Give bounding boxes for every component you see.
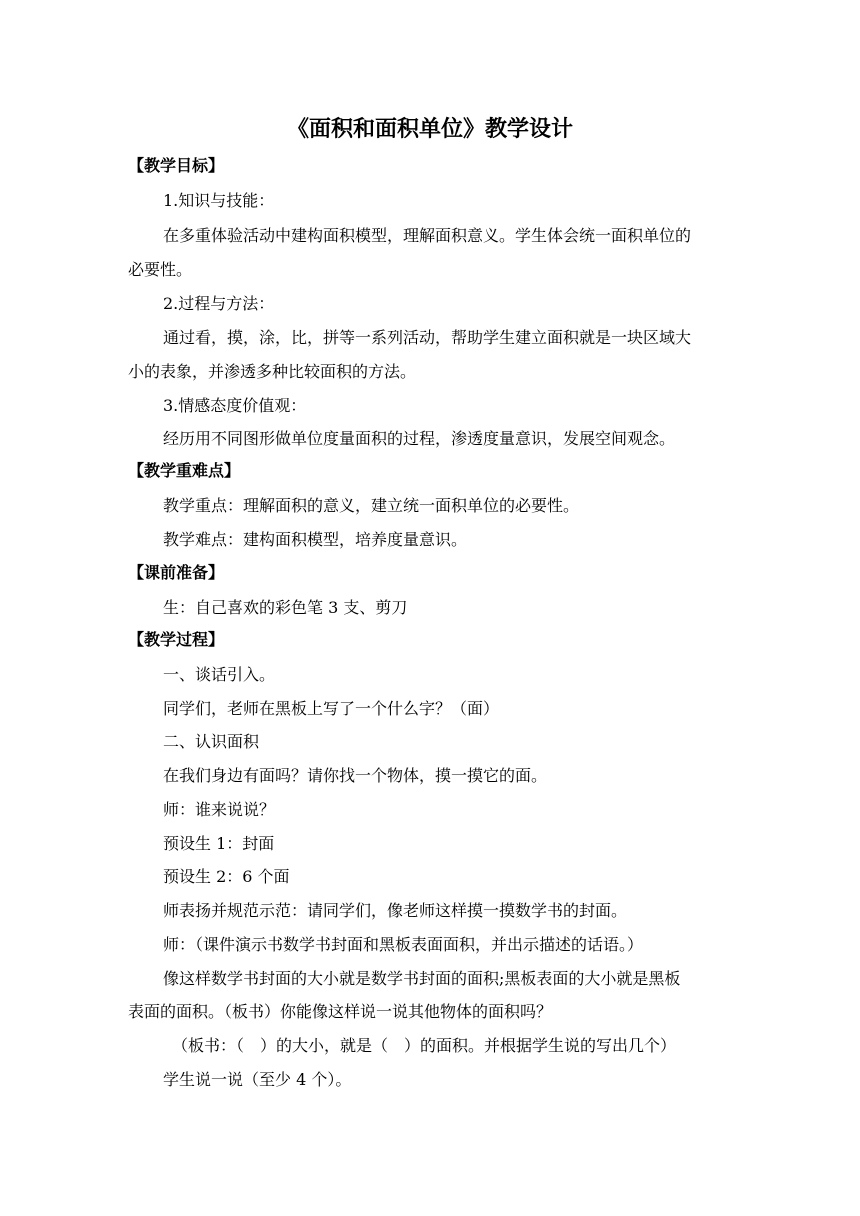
goal-3-label: 3.情感态度价值观：	[163, 396, 307, 415]
goal-2-label: 2.过程与方法：	[163, 294, 275, 313]
goal-1-text-line-1: 在多重体验活动中建构面积模型，理解面积意义。学生体会统一面积单位的	[163, 226, 692, 245]
process-line: 在我们身边有面吗？请你找一个物体，摸一摸它的面。	[163, 766, 548, 785]
process-line: 预设生 1：封面	[163, 834, 275, 853]
goal-2-text-line-1: 通过看，摸，涂，比，拼等一系列活动，帮助学生建立面积就是一块区域大	[163, 328, 692, 347]
process-line: 表面的面积。（板书）你能像这样说一说其他物体的面积吗？	[128, 1002, 553, 1021]
goal-1-label: 1.知识与技能：	[163, 191, 275, 210]
process-line: 二、认识面积	[163, 732, 260, 751]
section-heading-goals: 【教学目标】	[128, 156, 225, 175]
section-heading-preparation: 【课前准备】	[128, 563, 225, 582]
document-title: 《面积和面积单位》教学设计	[286, 117, 573, 142]
goal-3-text: 经历用不同图形做单位度量面积的过程，渗透度量意识，发展空间观念。	[163, 429, 676, 448]
process-line: 师：（课件演示书数学书封面和黑板表面面积，并出示描述的话语。）	[163, 935, 644, 954]
key-focus: 教学重点：理解面积的意义，建立统一面积单位的必要性。	[163, 496, 580, 515]
key-difficulty: 教学难点：建构面积模型，培养度量意识。	[163, 530, 468, 549]
process-line: 师表扬并规范示范：请同学们，像老师这样摸一摸数学书的封面。	[163, 901, 628, 920]
process-line: 预设生 2：6 个面	[163, 867, 290, 886]
process-line: 一、谈话引入。	[163, 665, 276, 684]
process-line: 同学们，老师在黑板上写了一个什么字？（面）	[163, 699, 500, 718]
goal-2-text-line-2: 小的表象，并渗透多种比较面积的方法。	[128, 362, 417, 381]
process-line: 学生说一说（至少 4 个）。	[163, 1070, 352, 1089]
preparation-text: 生：自己喜欢的彩色笔 3 支、剪刀	[163, 598, 408, 617]
goal-1-text-line-2: 必要性。	[128, 260, 193, 279]
section-heading-key-points: 【教学重难点】	[128, 461, 241, 480]
process-line: 像这样数学书封面的大小就是数学书封面的面积;黑板表面的大小就是黑板	[163, 969, 681, 988]
section-heading-process: 【教学过程】	[128, 630, 225, 649]
process-line: 师：谁来说说？	[163, 800, 276, 819]
process-line: （板书：（ ）的大小，就是（ ）的面积。并根据学生说的写出几个）	[172, 1036, 677, 1055]
